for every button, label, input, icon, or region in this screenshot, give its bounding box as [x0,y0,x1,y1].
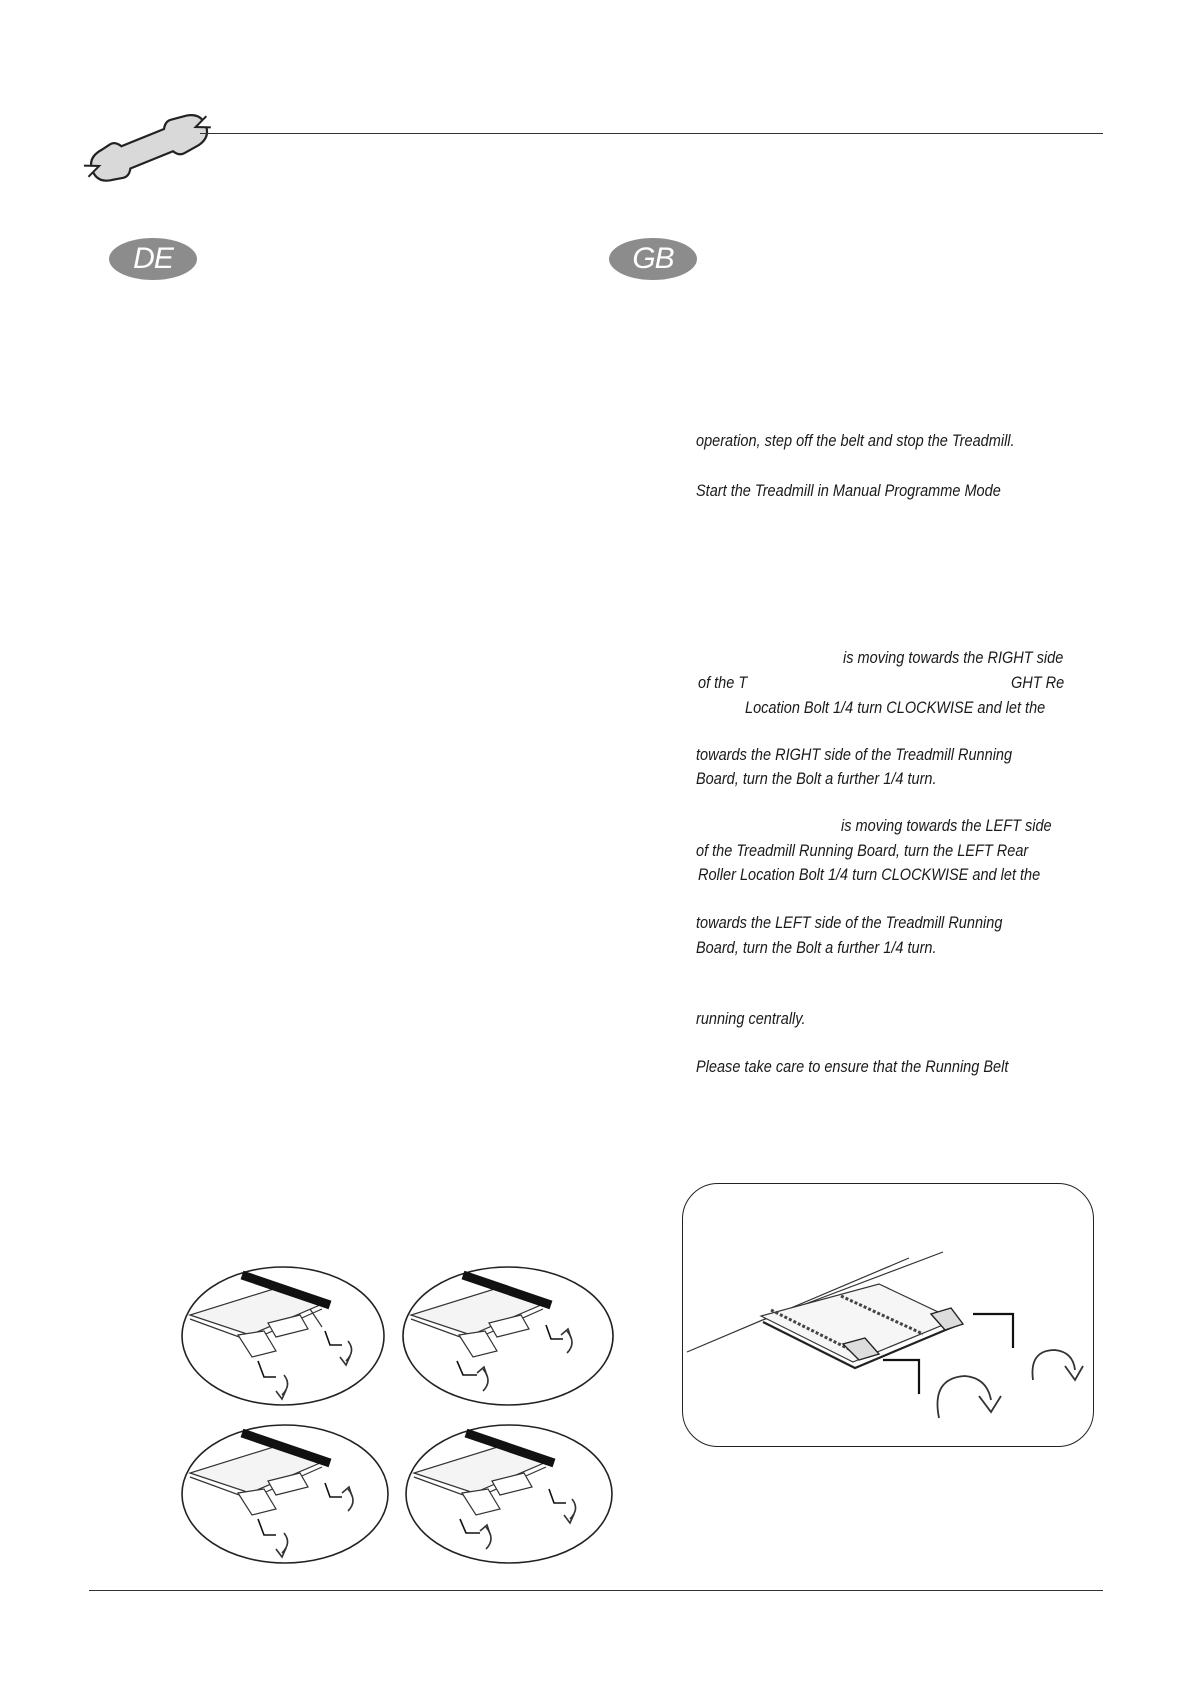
wrench-icon [80,106,220,200]
header-rule [200,133,1103,134]
treadmill-adjust-illustration [180,1423,390,1565]
treadmill-adjust-illustration [401,1265,615,1407]
badge-de: DE [109,238,197,280]
gb-text-line: GHT Re [1011,674,1065,692]
gb-text-line: Board, turn the Bolt a further 1/4 turn. [696,770,937,788]
treadmill-rear-rollers-panel [682,1183,1094,1447]
gb-text-line: of the Treadmill Running Board, turn the LEFT Rear [696,842,1029,860]
gb-text-line: towards the LEFT side of the Treadmill Running [696,914,1003,932]
gb-text-line: of the T [698,674,748,692]
gb-text-line: Board, turn the Bolt a further 1/4 turn. [696,939,937,957]
gb-text-line: is moving towards the RIGHT side [843,649,1064,667]
gb-text-line: towards the RIGHT side of the Treadmill Running [696,746,1013,764]
treadmill-adjust-illustration [404,1423,614,1565]
gb-text-line: operation, step off the belt and stop the Treadmill. [696,432,1015,450]
gb-text-line: Location Bolt 1/4 turn CLOCKWISE and let the [745,699,1046,717]
gb-text-line: Please take care to ensure that the Running Belt [696,1058,1009,1076]
gb-text-line: running centrally. [696,1010,806,1028]
gb-text-line: is moving towards the LEFT side [841,817,1052,835]
badge-gb: GB [609,238,697,280]
gb-text-line: Roller Location Bolt 1/4 turn CLOCKWISE and let the [698,866,1041,884]
treadmill-rear-rollers-illustration [683,1184,1093,1446]
gb-text-line: Start the Treadmill in Manual Programme Mode [696,482,1001,500]
treadmill-adjust-illustration [180,1265,386,1407]
footer-rule [89,1590,1103,1591]
